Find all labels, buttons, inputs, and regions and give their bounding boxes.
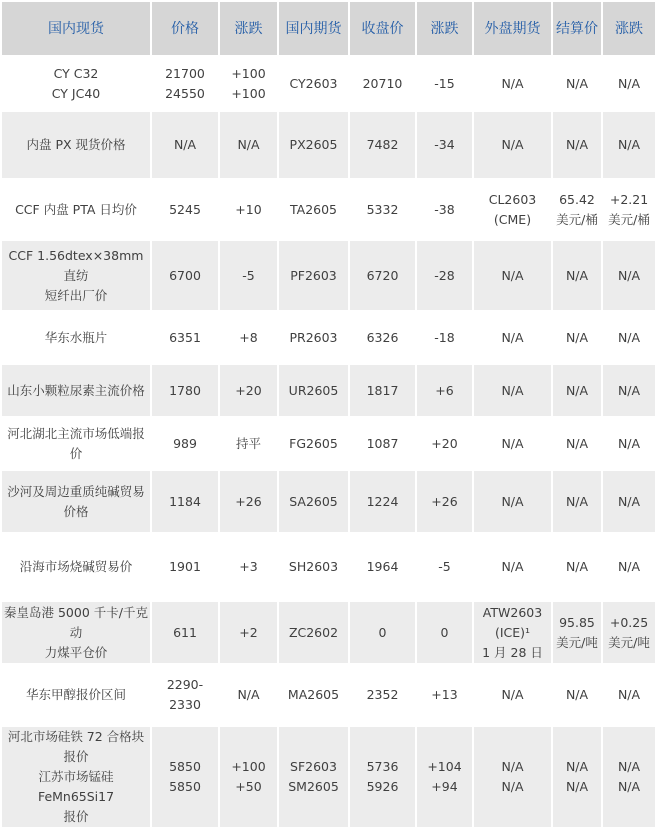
spot-cell-line: CCF 1.56dtex×38mm 直纺 bbox=[8, 247, 144, 283]
foreign-futures-cell bbox=[474, 602, 551, 663]
futures-code-cell-line: UR2605 bbox=[288, 382, 339, 398]
table-row bbox=[2, 727, 655, 827]
settle-price-cell bbox=[553, 180, 601, 239]
settle-price-cell-line: 65.42 bbox=[559, 191, 595, 207]
futures-change-cell-line: -18 bbox=[434, 329, 455, 345]
settle-price-cell-line: N/A bbox=[565, 493, 589, 509]
price-cell-line: 1901 bbox=[169, 559, 201, 574]
foreign-futures-cell-line: N/A bbox=[501, 75, 524, 91]
foreign-change-cell bbox=[603, 602, 655, 663]
header-change: 涨跌 bbox=[220, 2, 277, 55]
header-foreign-futures: 外盘期货 bbox=[474, 2, 551, 55]
futures-change-cell-line: -34 bbox=[434, 137, 455, 152]
spot-cell-line: 秦皇岛港 5000 千卡/千克动 bbox=[4, 604, 148, 640]
futures-code-cell-line: FG2605 bbox=[289, 435, 338, 451]
settle-price-cell bbox=[553, 602, 601, 663]
futures-change-cell-line: +104 bbox=[427, 759, 462, 774]
spot-cell-line: 华东甲醇报价区间 bbox=[25, 687, 126, 702]
change-cell bbox=[220, 180, 277, 239]
header-row bbox=[2, 2, 655, 55]
change-cell-line: +3 bbox=[239, 559, 258, 574]
settle-price-cell-line: N/A bbox=[565, 329, 589, 345]
settle-price-cell bbox=[553, 312, 601, 363]
foreign-futures-cell-line: ATW2603 bbox=[482, 604, 543, 620]
foreign-change-cell bbox=[603, 665, 655, 725]
spot-cell-line: 短纤出厂价 bbox=[44, 287, 108, 303]
close-price-cell-line: 7482 bbox=[366, 137, 399, 152]
foreign-futures-cell bbox=[474, 365, 551, 416]
foreign-change-cell bbox=[603, 471, 655, 532]
foreign-change-cell-line: N/A bbox=[617, 75, 641, 91]
futures-change-cell bbox=[417, 534, 472, 600]
close-price-cell-line: 6720 bbox=[366, 267, 399, 283]
foreign-futures-cell-line: N/A bbox=[501, 435, 524, 451]
settle-price-cell-line: 美元/桶 bbox=[556, 211, 598, 227]
futures-code-cell-line: SF2603 bbox=[290, 759, 337, 774]
foreign-futures-cell bbox=[474, 312, 551, 363]
table-row bbox=[2, 602, 655, 663]
foreign-futures-cell-line: (ICE)¹ bbox=[494, 624, 531, 640]
settle-price-cell-line: 95.85 bbox=[559, 614, 595, 630]
foreign-futures-cell bbox=[474, 665, 551, 725]
futures-code-cell-line: ZC2602 bbox=[288, 624, 339, 640]
spot-cell-line: 沙河及周边重质纯碱贸易价格 bbox=[7, 483, 145, 519]
close-price-cell-line: 20710 bbox=[362, 75, 403, 91]
close-price-cell bbox=[350, 471, 415, 532]
foreign-futures-cell bbox=[474, 180, 551, 239]
price-cell-line: 611 bbox=[173, 624, 197, 640]
spot-cell bbox=[2, 365, 150, 416]
foreign-change-cell bbox=[603, 112, 655, 178]
settle-price-cell bbox=[553, 665, 601, 725]
table-row bbox=[2, 180, 655, 239]
close-price-cell-line: 2352 bbox=[366, 687, 399, 702]
futures-code-cell bbox=[279, 112, 348, 178]
change-cell bbox=[220, 602, 277, 663]
futures-code-cell bbox=[279, 312, 348, 363]
spot-cell bbox=[2, 665, 150, 725]
spot-cell-line: 力煤平仓价 bbox=[44, 644, 108, 660]
settle-price-cell-line: N/A bbox=[565, 687, 589, 702]
foreign-change-cell-line: N/A bbox=[617, 435, 641, 451]
price-cell-line: 1184 bbox=[169, 493, 201, 509]
futures-change-cell-line: 0 bbox=[440, 624, 449, 640]
header-change-futures: 涨跌 bbox=[417, 2, 472, 55]
close-price-cell-line: 1964 bbox=[366, 559, 399, 574]
futures-code-cell-line: PX2605 bbox=[289, 137, 338, 152]
price-cell-line: 24550 bbox=[165, 85, 205, 101]
futures-code-cell bbox=[279, 471, 348, 532]
futures-change-cell-line: +26 bbox=[431, 493, 458, 509]
price-cell bbox=[152, 312, 218, 363]
futures-change-cell-line: -38 bbox=[434, 201, 455, 217]
spot-cell bbox=[2, 312, 150, 363]
foreign-change-cell bbox=[603, 241, 655, 310]
close-price-cell-line: 5736 bbox=[366, 759, 399, 774]
foreign-change-cell-line: N/A bbox=[617, 779, 641, 794]
price-cell-line: 6700 bbox=[169, 267, 201, 283]
table-row bbox=[2, 57, 655, 110]
price-cell-line: 2290-2330 bbox=[166, 677, 204, 712]
foreign-change-cell bbox=[603, 727, 655, 827]
spot-cell-line: CY JC40 bbox=[51, 85, 101, 101]
foreign-futures-cell-line: CL2603 bbox=[488, 191, 537, 207]
table-row bbox=[2, 665, 655, 725]
price-cell bbox=[152, 180, 218, 239]
futures-code-cell-line: MA2605 bbox=[287, 687, 340, 702]
change-cell-line: N/A bbox=[237, 137, 260, 152]
settle-price-cell-line: N/A bbox=[565, 779, 589, 794]
foreign-change-cell bbox=[603, 418, 655, 469]
settle-price-cell-line: N/A bbox=[565, 382, 589, 398]
spot-cell-line: 华东水瓶片 bbox=[44, 329, 108, 345]
futures-change-cell-line: -15 bbox=[434, 75, 455, 91]
foreign-change-cell bbox=[603, 312, 655, 363]
futures-change-cell bbox=[417, 365, 472, 416]
spot-cell bbox=[2, 418, 150, 469]
settle-price-cell-line: N/A bbox=[565, 267, 589, 283]
spot-cell bbox=[2, 180, 150, 239]
change-cell-line: +100 bbox=[231, 759, 266, 774]
futures-change-cell bbox=[417, 241, 472, 310]
settle-price-cell-line: N/A bbox=[565, 435, 589, 451]
change-cell bbox=[220, 241, 277, 310]
foreign-change-cell-line: +0.25 bbox=[609, 614, 649, 630]
spot-cell-line: 河北市场硅铁 72 合格块报价 bbox=[7, 729, 145, 764]
futures-change-cell-line: +20 bbox=[431, 435, 458, 451]
spot-cell-line: 江苏市场锰硅 FeMn65Si17 bbox=[37, 769, 115, 804]
close-price-cell bbox=[350, 602, 415, 663]
spot-cell-line: CCF 内盘 PTA 日均价 bbox=[15, 201, 137, 217]
futures-change-cell bbox=[417, 312, 472, 363]
foreign-futures-cell-line: N/A bbox=[501, 493, 524, 509]
spot-cell-line: 沿海市场烧碱贸易价 bbox=[19, 559, 133, 574]
spot-cell-line: 报价 bbox=[63, 809, 89, 824]
foreign-change-cell-line: 美元/吨 bbox=[608, 634, 650, 650]
futures-code-cell bbox=[279, 534, 348, 600]
spot-cell bbox=[2, 602, 150, 663]
foreign-futures-cell-line: N/A bbox=[501, 559, 524, 574]
foreign-change-cell-line: N/A bbox=[617, 687, 641, 702]
close-price-cell bbox=[350, 665, 415, 725]
settle-price-cell bbox=[553, 57, 601, 110]
change-cell bbox=[220, 471, 277, 532]
spot-cell bbox=[2, 471, 150, 532]
close-price-cell bbox=[350, 180, 415, 239]
close-price-cell-line: 6326 bbox=[366, 329, 399, 345]
foreign-change-cell-line: N/A bbox=[617, 559, 641, 574]
price-cell bbox=[152, 57, 218, 110]
spot-cell bbox=[2, 57, 150, 110]
price-cell bbox=[152, 534, 218, 600]
header-domestic-spot: 国内现货 bbox=[2, 2, 150, 55]
settle-price-cell-line: N/A bbox=[565, 75, 589, 91]
close-price-cell bbox=[350, 365, 415, 416]
futures-change-cell-line: -5 bbox=[438, 559, 451, 574]
futures-code-cell bbox=[279, 365, 348, 416]
close-price-cell bbox=[350, 112, 415, 178]
table-row bbox=[2, 312, 655, 363]
futures-code-cell-line: CY2603 bbox=[289, 75, 338, 91]
price-cell-line: 5850 bbox=[169, 759, 201, 774]
futures-code-cell bbox=[279, 180, 348, 239]
price-cell-line: 21700 bbox=[165, 65, 205, 81]
futures-code-cell-line: SA2605 bbox=[289, 493, 338, 509]
foreign-change-cell-line: +2.21 bbox=[609, 191, 649, 207]
foreign-change-cell-line: 美元/桶 bbox=[608, 211, 650, 227]
table-row bbox=[2, 112, 655, 178]
spot-cell bbox=[2, 112, 150, 178]
settle-price-cell bbox=[553, 418, 601, 469]
futures-code-cell bbox=[279, 665, 348, 725]
futures-code-cell bbox=[279, 602, 348, 663]
futures-change-cell-line: +94 bbox=[431, 779, 458, 794]
spot-cell-line: 河北湖北主流市场低端报价 bbox=[7, 425, 145, 461]
change-cell-line: +26 bbox=[235, 493, 262, 509]
futures-code-cell-line: SH2603 bbox=[288, 559, 339, 574]
foreign-change-cell-line: N/A bbox=[617, 329, 641, 345]
spot-cell bbox=[2, 241, 150, 310]
price-cell bbox=[152, 471, 218, 532]
foreign-change-cell-line: N/A bbox=[617, 137, 641, 152]
spot-cell-line: CY C32 bbox=[53, 65, 99, 81]
settle-price-cell-line: N/A bbox=[565, 559, 589, 574]
table-row bbox=[2, 365, 655, 416]
change-cell-line: 持平 bbox=[235, 435, 261, 451]
futures-change-cell-line: +13 bbox=[431, 687, 458, 702]
price-cell bbox=[152, 665, 218, 725]
foreign-futures-cell-line: N/A bbox=[501, 687, 524, 702]
price-cell-line: 5245 bbox=[169, 201, 201, 217]
futures-code-cell bbox=[279, 57, 348, 110]
price-cell-line: 1780 bbox=[169, 382, 201, 398]
foreign-change-cell-line: N/A bbox=[617, 759, 641, 774]
settle-price-cell bbox=[553, 471, 601, 532]
foreign-futures-cell-line: N/A bbox=[501, 382, 524, 398]
change-cell-line: +100 bbox=[231, 65, 266, 81]
foreign-change-cell bbox=[603, 365, 655, 416]
foreign-futures-cell bbox=[474, 471, 551, 532]
spot-cell-line: 山东小颗粒尿素主流价格 bbox=[7, 382, 145, 398]
change-cell bbox=[220, 727, 277, 827]
foreign-futures-cell bbox=[474, 418, 551, 469]
header-close: 收盘价 bbox=[350, 2, 415, 55]
foreign-futures-cell-line: N/A bbox=[501, 137, 524, 152]
foreign-futures-cell-line: 1 月 28 日 bbox=[482, 644, 543, 660]
table-row bbox=[2, 471, 655, 532]
close-price-cell-line: 0 bbox=[378, 624, 387, 640]
change-cell-line: -5 bbox=[242, 267, 255, 283]
settle-price-cell-line: N/A bbox=[565, 137, 589, 152]
change-cell bbox=[220, 312, 277, 363]
close-price-cell-line: 5332 bbox=[366, 201, 399, 217]
foreign-futures-cell-line: N/A bbox=[501, 759, 524, 774]
change-cell-line: +8 bbox=[239, 329, 258, 345]
foreign-change-cell-line: N/A bbox=[617, 493, 641, 509]
close-price-cell-line: 1817 bbox=[366, 382, 399, 398]
settle-price-cell-line: N/A bbox=[565, 759, 589, 774]
change-cell-line: +20 bbox=[235, 382, 262, 398]
futures-change-cell bbox=[417, 57, 472, 110]
change-cell-line: +10 bbox=[235, 201, 262, 217]
close-price-cell bbox=[350, 418, 415, 469]
foreign-futures-cell bbox=[474, 57, 551, 110]
foreign-futures-cell bbox=[474, 727, 551, 827]
header-settle: 结算价 bbox=[553, 2, 601, 55]
change-cell bbox=[220, 112, 277, 178]
foreign-futures-cell-line: (CME) bbox=[493, 211, 532, 227]
futures-code-cell bbox=[279, 418, 348, 469]
spot-cell bbox=[2, 727, 150, 827]
settle-price-cell bbox=[553, 534, 601, 600]
price-cell bbox=[152, 241, 218, 310]
close-price-cell-line: 1224 bbox=[366, 493, 399, 509]
foreign-change-cell-line: N/A bbox=[617, 267, 641, 283]
price-cell-line: 989 bbox=[173, 435, 197, 451]
futures-code-cell-line: PF2603 bbox=[290, 267, 337, 283]
price-cell bbox=[152, 365, 218, 416]
change-cell-line: +2 bbox=[239, 624, 258, 640]
foreign-change-cell-line: N/A bbox=[617, 382, 641, 398]
foreign-change-cell bbox=[603, 57, 655, 110]
price-cell-line: 5850 bbox=[169, 779, 201, 794]
foreign-futures-cell-line: N/A bbox=[501, 267, 524, 283]
close-price-cell bbox=[350, 727, 415, 827]
foreign-futures-cell bbox=[474, 112, 551, 178]
change-cell bbox=[220, 57, 277, 110]
header-domestic-futures: 国内期货 bbox=[279, 2, 348, 55]
price-cell-line: 6351 bbox=[169, 329, 201, 345]
futures-code-cell bbox=[279, 241, 348, 310]
table-row bbox=[2, 241, 655, 310]
futures-change-cell bbox=[417, 602, 472, 663]
futures-change-cell bbox=[417, 471, 472, 532]
table-row bbox=[2, 418, 655, 469]
header-price: 价格 bbox=[152, 2, 218, 55]
settle-price-cell-line: 美元/吨 bbox=[556, 634, 598, 650]
close-price-cell bbox=[350, 534, 415, 600]
futures-code-cell-line: SM2605 bbox=[288, 779, 339, 794]
foreign-change-cell bbox=[603, 534, 655, 600]
futures-change-cell bbox=[417, 418, 472, 469]
futures-code-cell-line: PR2603 bbox=[289, 329, 338, 345]
close-price-cell bbox=[350, 312, 415, 363]
change-cell bbox=[220, 365, 277, 416]
settle-price-cell bbox=[553, 112, 601, 178]
price-cell bbox=[152, 727, 218, 827]
spot-cell bbox=[2, 534, 150, 600]
settle-price-cell bbox=[553, 365, 601, 416]
futures-code-cell bbox=[279, 727, 348, 827]
change-cell bbox=[220, 534, 277, 600]
settle-price-cell bbox=[553, 727, 601, 827]
change-cell bbox=[220, 418, 277, 469]
price-cell bbox=[152, 602, 218, 663]
close-price-cell bbox=[350, 57, 415, 110]
close-price-cell-line: 5926 bbox=[366, 779, 399, 794]
futures-change-cell-line: +6 bbox=[435, 382, 454, 398]
futures-code-cell-line: TA2605 bbox=[289, 201, 338, 217]
foreign-futures-cell bbox=[474, 534, 551, 600]
foreign-change-cell bbox=[603, 180, 655, 239]
foreign-futures-cell-line: N/A bbox=[501, 779, 524, 794]
price-cell bbox=[152, 418, 218, 469]
table-body bbox=[2, 57, 655, 827]
foreign-futures-cell bbox=[474, 241, 551, 310]
settle-price-cell bbox=[553, 241, 601, 310]
change-cell-line: N/A bbox=[237, 687, 260, 702]
foreign-futures-cell-line: N/A bbox=[501, 329, 524, 345]
futures-change-cell-line: -28 bbox=[434, 267, 455, 283]
change-cell-line: +50 bbox=[235, 779, 262, 794]
price-cell bbox=[152, 112, 218, 178]
change-cell-line: +100 bbox=[231, 85, 266, 101]
futures-change-cell bbox=[417, 727, 472, 827]
futures-change-cell bbox=[417, 180, 472, 239]
close-price-cell-line: 1087 bbox=[366, 435, 399, 451]
header-change-foreign: 涨跌 bbox=[603, 2, 655, 55]
change-cell bbox=[220, 665, 277, 725]
close-price-cell bbox=[350, 241, 415, 310]
futures-change-cell bbox=[417, 112, 472, 178]
futures-change-cell bbox=[417, 665, 472, 725]
spot-cell-line: 内盘 PX 现货价格 bbox=[26, 137, 126, 152]
table-row bbox=[2, 534, 655, 600]
price-cell-line: N/A bbox=[173, 137, 197, 152]
